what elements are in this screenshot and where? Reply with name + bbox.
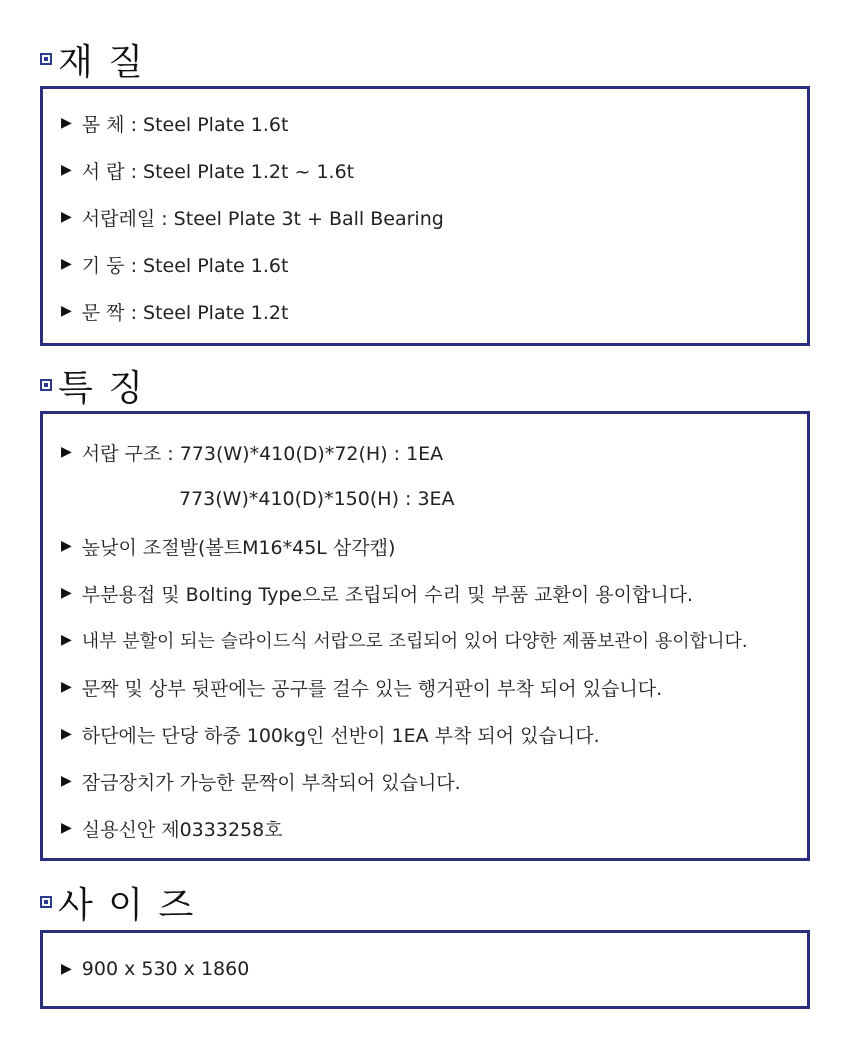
- play-arrow-icon: ▶: [61, 679, 72, 695]
- play-arrow-icon: ▶: [61, 538, 72, 554]
- play-arrow-icon: ▶: [61, 961, 72, 977]
- list-item: [61, 626, 748, 654]
- list-item: [61, 156, 354, 184]
- list-item: [61, 532, 395, 560]
- play-arrow-icon: ▶: [61, 820, 72, 836]
- list-item: [61, 720, 600, 748]
- features-box: [40, 411, 810, 861]
- material-box: [40, 86, 810, 346]
- list-item: [61, 814, 283, 842]
- square-bullet-icon: [40, 53, 52, 65]
- list-item-text: 900 x 530 x 1860: [81, 958, 250, 980]
- size-box: [40, 930, 810, 1009]
- section-title-features: [40, 360, 145, 410]
- list-item-text: 몸 체 : Steel Plate 1.6t: [81, 113, 289, 136]
- section-heading: 사 이 즈: [58, 884, 196, 926]
- list-item: [61, 579, 693, 607]
- list-item-text: 실용신안 제0333258호: [81, 818, 283, 841]
- list-item-text: 높낮이 조절발(볼트M16*45L 삼각캡): [81, 536, 396, 559]
- list-item-text: 773(W)*410(D)*150(H) : 3EA: [179, 488, 455, 510]
- play-arrow-icon: ▶: [61, 256, 72, 272]
- list-item: [61, 109, 288, 137]
- play-arrow-icon: ▶: [61, 726, 72, 742]
- list-item-text: 부분용접 및 Bolting Type으로 조립되어 수리 및 부품 교환이 용이합니다.: [81, 583, 694, 606]
- list-item-text: 기 둥 : Steel Plate 1.6t: [81, 254, 289, 277]
- list-item: [61, 438, 443, 466]
- square-bullet-icon: [40, 379, 52, 391]
- list-item-text: 내부 분할이 되는 슬라이드식 서랍으로 조립되어 있어 다양한 제품보관이 용이합니다.: [81, 631, 748, 652]
- list-item-text: 서 랍 : Steel Plate 1.2t ~ 1.6t: [81, 160, 355, 183]
- list-item: [61, 955, 249, 983]
- list-item-continuation: [179, 485, 455, 513]
- section-heading: 특 징: [58, 367, 145, 409]
- square-bullet-icon: [40, 896, 52, 908]
- list-item-text: 잠금장치가 가능한 문짝이 부착되어 있습니다.: [81, 771, 461, 794]
- list-item-text: 서랍레일 : Steel Plate 3t + Ball Bearing: [81, 207, 444, 230]
- list-item: [61, 673, 662, 701]
- play-arrow-icon: ▶: [61, 444, 72, 460]
- list-item-text: 문짝 및 상부 뒷판에는 공구를 걸수 있는 행거판이 부착 되어 있습니다.: [81, 677, 663, 700]
- list-item: [61, 767, 461, 795]
- list-item: [61, 250, 288, 278]
- list-item: [61, 203, 444, 231]
- play-arrow-icon: ▶: [61, 773, 72, 789]
- section-heading: 재 질: [58, 41, 145, 83]
- section-title-material: [40, 34, 145, 84]
- section-title-size: [40, 877, 195, 927]
- play-arrow-icon: ▶: [61, 632, 72, 648]
- list-item-text: 서랍 구조 : 773(W)*410(D)*72(H) : 1EA: [81, 442, 444, 465]
- list-item-text: 하단에는 단당 하중 100kg인 선반이 1EA 부착 되어 있습니다.: [81, 724, 600, 747]
- play-arrow-icon: ▶: [61, 209, 72, 225]
- play-arrow-icon: ▶: [61, 303, 72, 319]
- list-item-text: 문 짝 : Steel Plate 1.2t: [81, 301, 289, 324]
- play-arrow-icon: ▶: [61, 162, 72, 178]
- play-arrow-icon: ▶: [61, 585, 72, 601]
- list-item: [61, 297, 288, 325]
- play-arrow-icon: ▶: [61, 115, 72, 131]
